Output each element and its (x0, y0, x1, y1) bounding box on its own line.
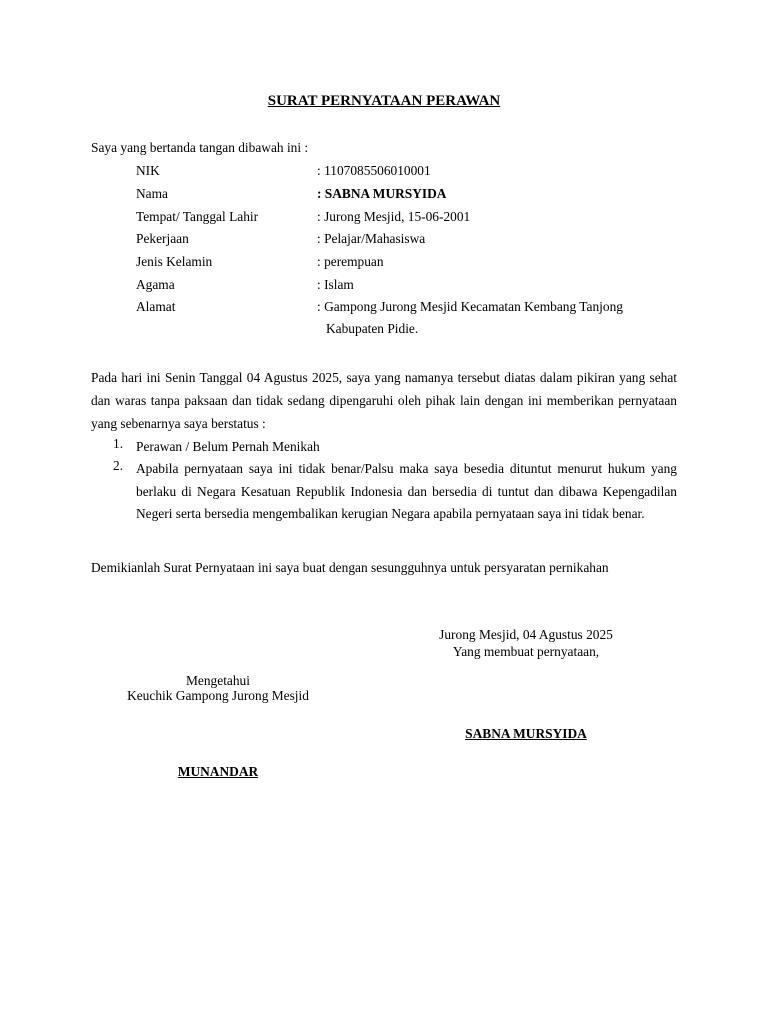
agama-value: : Islam (317, 277, 354, 292)
signer-name-right-text: SABNA MURSYIDA (465, 726, 587, 741)
identity-row-agama (136, 277, 696, 297)
list-item-number: 1. (113, 436, 124, 451)
pekerjaan-value: : Pelajar/Mahasiswa (317, 231, 426, 246)
ttl-value: : Jurong Mesjid, 15-06-2001 (317, 209, 471, 224)
identity-row-pekerjaan (136, 231, 696, 251)
jenis-kelamin-label: Jenis Kelamin (136, 254, 213, 269)
list-item-text: Perawan / Belum Pernah Menikah (136, 439, 320, 454)
list-item (91, 458, 677, 550)
identity-row-nik (136, 163, 696, 183)
nik-label: NIK (136, 163, 160, 178)
pekerjaan-label: Pekerjaan (136, 231, 189, 246)
signature-role-right: Yang membuat pernyataan, (452, 644, 600, 659)
statement-paragraph: Pada hari ini Senin Tanggal 04 Agustus 2025, saya yang namanya tersebut diatas dalam pikiran yang sehat dan waras tanpa paksaan dan tidak sedang dipengaruhi oleh pihak lain dengan ini memberikan pernyataan yang sebenarnya saya berstatus : (91, 370, 677, 431)
signature-place-date: Jurong Mesjid, 04 Agustus 2025 (439, 627, 613, 642)
intro-text: Saya yang bertanda tangan dibawah ini : (91, 140, 309, 155)
identity-row-nama (136, 186, 696, 206)
acknowledge-label: Mengetahui (186, 673, 250, 688)
alamat-value: : Gampong Jurong Mesjid Kecamatan Kembang Tanjong (317, 299, 623, 314)
alamat-label: Alamat (136, 299, 176, 314)
document-title: SURAT PERNYATAAN PERAWAN (267, 93, 501, 109)
closing-text: Demikianlah Surat Pernyataan ini saya buat dengan sesungguhnya untuk persyaratan pernikahan (91, 560, 609, 575)
identity-row-jenis-kelamin (136, 254, 696, 274)
nama-value: : SABNA MURSYIDA (317, 186, 447, 201)
list-item-text: Apabila pernyataan saya ini tidak benar/Palsu maka saya besedia dituntut menurut hukum yang berlaku di Negara Kesatuan Republik Indonesia dan bersedia di tuntut dan dibawa Kepengadilan Negeri serta bersedia mengembalikan kerugian Negara apabila pernyataan saya ini tidak benar. (136, 461, 677, 522)
identity-row-alamat (136, 299, 696, 343)
signer-name-right (398, 726, 654, 742)
list-item-number: 2. (113, 458, 124, 473)
alamat-value-line2: Kabupaten Pidie. (326, 321, 419, 336)
identity-row-ttl (136, 209, 696, 229)
jenis-kelamin-value: : perempuan (317, 254, 384, 269)
ttl-label: Tempat/ Tanggal Lahir (136, 209, 259, 224)
list-item (91, 436, 677, 458)
nama-label: Nama (136, 186, 168, 201)
nik-value: : 1107085506010001 (317, 163, 431, 178)
signer-name-left-text: MUNANDAR (177, 764, 259, 779)
signature-role-left: Keuchik Gampong Jurong Mesjid (127, 688, 309, 703)
signer-name-left (90, 764, 346, 780)
agama-label: Agama (136, 277, 175, 292)
